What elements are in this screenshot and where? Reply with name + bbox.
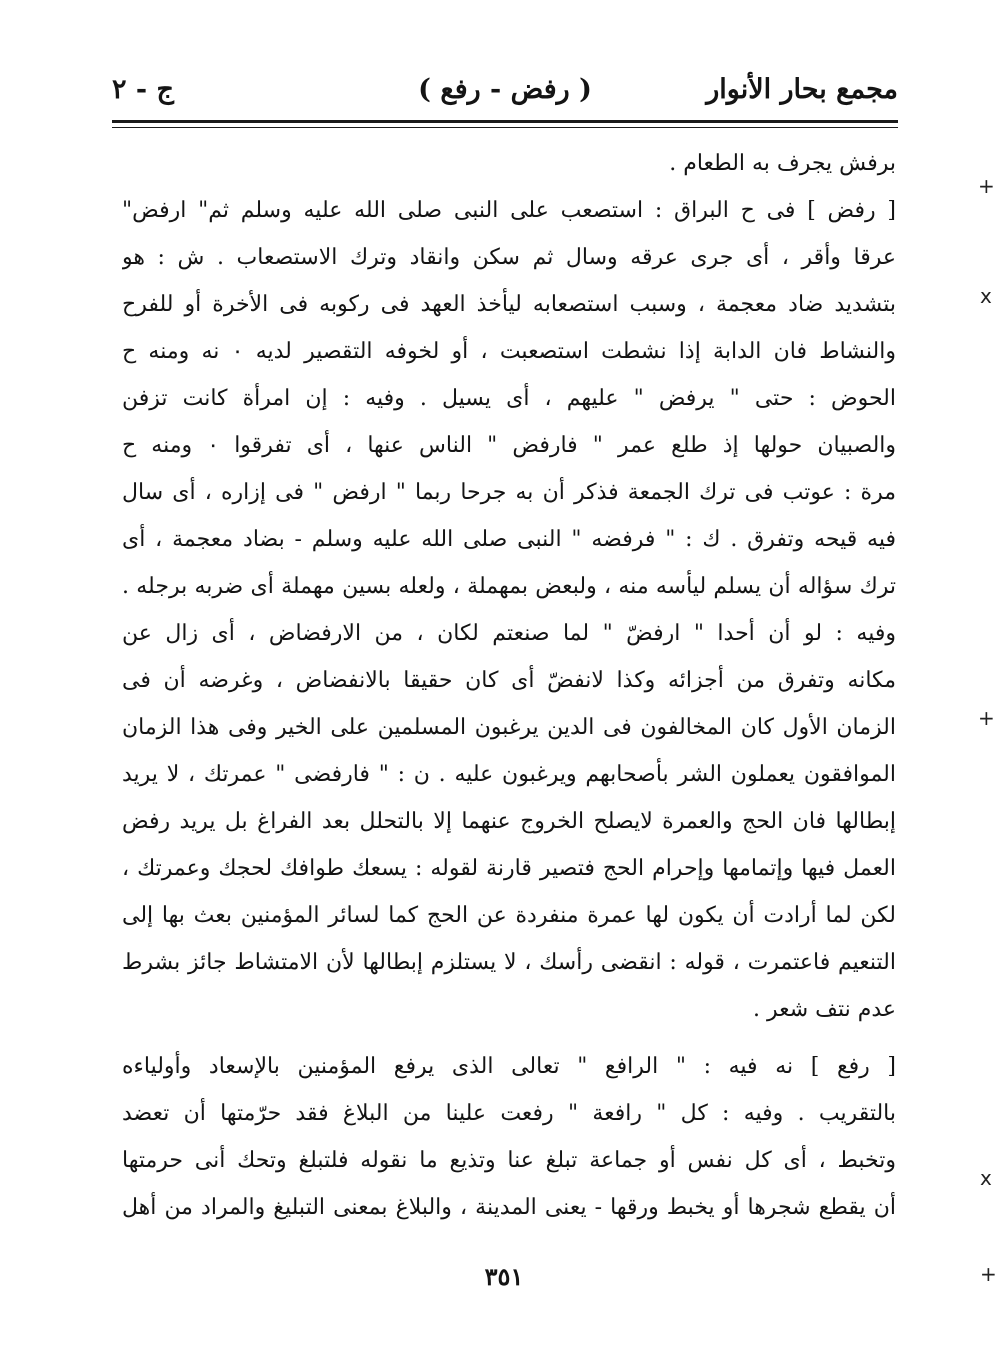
text-line: الحوض : حتى " يرفض " عليهم ، أى يسيل . وفيه : إن امرأة كانت تزفن: [122, 386, 896, 411]
volume-number: ج - ٢: [112, 74, 174, 105]
header-rule-thin: [112, 127, 898, 128]
page-number: ٣٥١: [484, 1262, 524, 1291]
text-line: أن يقطع شجرها أو يخبط ورقها - يعنى المدينة ، والبلاغ بمعنى التبليغ والمراد من أهل: [122, 1195, 896, 1220]
text-line: [ رفع ] نه فيه : " الرافع " تعالى الذى يرفع المؤمنين بالإسعاد وأولياءه: [122, 1054, 896, 1079]
text-line: الزمان الأول كان المخالفون فى الدين يرغبون المسلمين على الخير وفى هذا الزمان: [122, 715, 896, 740]
text-line: الموافقون يعملون الشر بأصحابهم ويرغبون عليه . ن : " فارفضى " عمرتك ، لا يريد: [122, 762, 896, 787]
text-line: بتشديد ضاد معجمة ، وسبب استصعابه ليأخذ العهد فى ركوبه فى الأخرة أو للفرح: [122, 292, 896, 317]
text-line: وتخبط ، أى كل نفس أو جماعة تبلغ عنا وتذيع ما نقوله فلتبلغ وتحك أنى حرمتها: [122, 1148, 896, 1173]
text-line: مرة : عوتب فى ترك الجمعة فذكر أن به جرحا ربما " ارفض " فى إزاره ، أى سال: [122, 480, 896, 505]
running-header: [112, 66, 898, 116]
text-line: مكانه وتفرق من أجزائه وكذا لانفضّ أى كان حقيقا بالانفضاض ، وغرضه أن فى: [122, 668, 896, 693]
margin-mark: +: [978, 174, 995, 198]
text-line: [ رفض ] فى ح البراق : استصعب على النبى صلى الله عليه وسلم ثم" ارفض": [122, 198, 896, 223]
text-line: إبطالها فان الحج والعمرة لايصلح الخروج عنهما إلا بالتحلل بعد الفراغ بل يريد رفض: [122, 809, 896, 834]
margin-mark: +: [980, 1262, 997, 1286]
text-line: برفش يجرف به الطعام .: [669, 151, 896, 176]
margin-mark: +: [978, 706, 995, 730]
margin-mark: x: [980, 1166, 992, 1190]
text-line: عرقا وأقر ، أى جرى عرقه وسال ثم سكن وانقاد وترك الاستصعاب . ش : هو: [122, 245, 896, 270]
header-rule-thick: [112, 120, 898, 123]
text-line: العمل فيها وإتمامها وإحرام الحج فتصير قارنة لقوله : يسعك طوافك لحجك وعمرتك ،: [122, 856, 896, 881]
text-line: لكن لما أرادت أن يكون لها عمرة منفردة عن الحج كما لسائر المؤمنين بعث بها إلى: [122, 903, 896, 928]
book-title: مجمع بحار الأنوار: [706, 74, 898, 105]
entry-range: ( رفض - رفع ): [418, 74, 592, 105]
text-line: والصبيان حولها إذ طلع عمر " فارفض " الناس عنها ، أى تفرقوا ٠ ومنه ح: [122, 433, 896, 458]
text-line: فيه قيحه وتفرق . ك : " فرفضه " النبى صلى الله عليه وسلم - بضاد معجمة ، أى: [122, 527, 896, 552]
text-line: وفيه : لو أن أحدا " ارفضّ " لما صنعتم لكان ، من الارفضاض ، أى زال عن: [122, 621, 896, 646]
text-line: عدم نتف شعر .: [753, 997, 896, 1022]
body-text: [122, 140, 896, 1231]
text-line: ترك سؤاله أن يسلم ليأسه منه ، ولبعض بمهملة ، ولعله بسين مهملة أى ضربه برجله .: [122, 574, 896, 599]
margin-mark: x: [980, 284, 992, 308]
text-line: التنعيم فاعتمرت ، قوله : انقضى رأسك ، لا يستلزم إبطالها لأن الامتشاط جائز بشرط: [122, 950, 896, 975]
text-line: بالتقريب . وفيه : كل " رافعة " رفعت علينا من البلاغ فقد حرّمتها أن تعضد: [122, 1101, 896, 1126]
text-line: والنشاط فان الدابة إذا نشطت استصعبت ، أو لخوفه التقصير لديه ٠ نه ومنه ح: [122, 339, 896, 364]
